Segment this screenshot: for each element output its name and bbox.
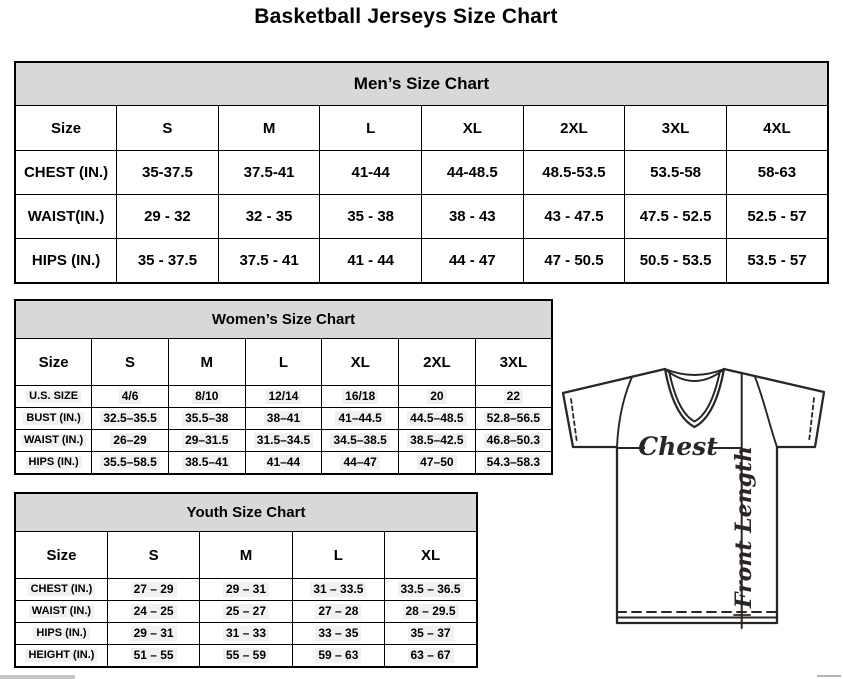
measurement-value: 43 - 47.5 [523,195,625,239]
measurement-value: 35 - 38 [320,195,422,239]
measurement-row-label: HIPS (IN.) [15,623,107,645]
measurement-value: 38 - 43 [422,195,524,239]
scrollbar-artifact-left [0,675,75,679]
measurement-value: 37.5 - 41 [218,239,320,284]
measurement-value: 44–47 [322,452,399,475]
size-column-header: L [245,339,322,386]
youth-table-body [15,579,477,668]
measurement-value: 12/14 [245,386,322,408]
measurement-value: 59 – 63 [292,645,384,668]
measurement-value: 48.5-53.5 [523,151,625,195]
measurement-value: 44.5–48.5 [399,408,476,430]
size-label-header: Size [15,532,107,579]
measurement-value: 41-44 [320,151,422,195]
chest-measure-label: Chest [638,432,718,461]
measurement-value: 38.5–42.5 [399,430,476,452]
measurement-value: 44-48.5 [422,151,524,195]
measurement-row [15,579,477,601]
size-column-header: 3XL [475,339,552,386]
measurement-value: 29 – 31 [200,579,292,601]
measurement-value: 41 - 44 [320,239,422,284]
measurement-value: 8/10 [168,386,245,408]
size-column-header: M [200,532,292,579]
size-column-header: 3XL [625,106,727,151]
size-column-header: M [168,339,245,386]
measurement-value: 52.5 - 57 [726,195,828,239]
measurement-value: 16/18 [322,386,399,408]
measurement-row-label: WAIST (IN.) [15,601,107,623]
measurement-value: 54.3–58.3 [475,452,552,475]
measurement-value: 27 – 29 [107,579,199,601]
measurement-row-label: CHEST (IN.) [15,151,117,195]
size-label-header: Size [15,339,92,386]
measurement-value: 55 – 59 [200,645,292,668]
measurement-value: 53.5 - 57 [726,239,828,284]
youth-size-table [14,492,478,668]
womens-table-title: Women’s Size Chart [15,300,552,339]
size-column-header: L [320,106,422,151]
measurement-row [15,239,828,284]
measurement-row-label: WAIST (IN.) [15,430,92,452]
measurement-value: 31 – 33.5 [292,579,384,601]
measurement-value: 25 – 27 [200,601,292,623]
size-column-header: S [92,339,169,386]
measurement-row-label: HEIGHT (IN.) [15,645,107,668]
measurement-row-label: U.S. SIZE [15,386,92,408]
measurement-row-label: WAIST(IN.) [15,195,117,239]
mens-size-table [14,61,829,284]
size-column-header: 2XL [523,106,625,151]
womens-size-table [14,299,553,475]
size-column-header: XL [385,532,477,579]
measurement-value: 37.5-41 [218,151,320,195]
measurement-row [15,151,828,195]
measurement-row [15,408,552,430]
measurement-row [15,430,552,452]
size-column-header: L [292,532,384,579]
measurement-value: 20 [399,386,476,408]
measurement-value: 41–44 [245,452,322,475]
jersey-outline [563,369,824,623]
womens-section-header [15,300,552,339]
size-column-header: XL [422,106,524,151]
measurement-value: 4/6 [92,386,169,408]
measurement-value: 34.5–38.5 [322,430,399,452]
jersey-measurement-diagram [560,362,843,647]
measurement-row-label: BUST (IN.) [15,408,92,430]
front-length-measure-label: Front Length [731,445,757,609]
measurement-value: 51 – 55 [107,645,199,668]
measurement-value: 31.5–34.5 [245,430,322,452]
measurement-value: 33.5 – 36.5 [385,579,477,601]
measurement-value: 28 – 29.5 [385,601,477,623]
measurement-value: 35-37.5 [117,151,219,195]
measurement-value: 35 – 37 [385,623,477,645]
mens-table-title: Men’s Size Chart [15,62,828,106]
measurement-value: 32.5–35.5 [92,408,169,430]
size-column-header: S [107,532,199,579]
measurement-value: 47–50 [399,452,476,475]
measurement-value: 26–29 [92,430,169,452]
measurement-row [15,623,477,645]
measurement-row [15,645,477,668]
measurement-value: 27 – 28 [292,601,384,623]
page-title: Basketball Jerseys Size Chart [254,5,558,28]
womens-table-body [15,386,552,475]
measurement-row [15,195,828,239]
size-label-header: Size [15,106,117,151]
measurement-value: 32 - 35 [218,195,320,239]
measurement-value: 52.8–56.5 [475,408,552,430]
measurement-value: 31 – 33 [200,623,292,645]
measurement-value: 50.5 - 53.5 [625,239,727,284]
measurement-value: 35.5–58.5 [92,452,169,475]
measurement-value: 33 – 35 [292,623,384,645]
measurement-value: 53.5-58 [625,151,727,195]
youth-section-header [15,493,477,532]
measurement-value: 46.8–50.3 [475,430,552,452]
measurement-value: 44 - 47 [422,239,524,284]
measurement-value: 58-63 [726,151,828,195]
youth-table-title: Youth Size Chart [15,493,477,532]
size-column-header: XL [322,339,399,386]
measurement-value: 38.5–41 [168,452,245,475]
size-column-header: M [218,106,320,151]
size-column-header: 2XL [399,339,476,386]
size-column-header: 4XL [726,106,828,151]
measurement-row [15,386,552,408]
measurement-value: 35 - 37.5 [117,239,219,284]
youth-size-columns-row [15,532,477,579]
measurement-value: 35.5–38 [168,408,245,430]
mens-table-body [15,151,828,284]
measurement-value: 41–44.5 [322,408,399,430]
measurement-value: 22 [475,386,552,408]
measurement-row-label: CHEST (IN.) [15,579,107,601]
mens-section-header [15,62,828,106]
measurement-value: 29 – 31 [107,623,199,645]
womens-size-columns-row [15,339,552,386]
measurement-value: 24 – 25 [107,601,199,623]
measurement-value: 29 - 32 [117,195,219,239]
scrollbar-artifact-right [817,675,841,677]
measurement-row-label: HIPS (IN.) [15,452,92,475]
measurement-value: 63 – 67 [385,645,477,668]
measurement-value: 38–41 [245,408,322,430]
measurement-value: 29–31.5 [168,430,245,452]
measurement-row [15,452,552,475]
mens-size-columns-row [15,106,828,151]
measurement-value: 47 - 50.5 [523,239,625,284]
measurement-value: 47.5 - 52.5 [625,195,727,239]
measurement-row-label: HIPS (IN.) [15,239,117,284]
measurement-row [15,601,477,623]
size-column-header: S [117,106,219,151]
